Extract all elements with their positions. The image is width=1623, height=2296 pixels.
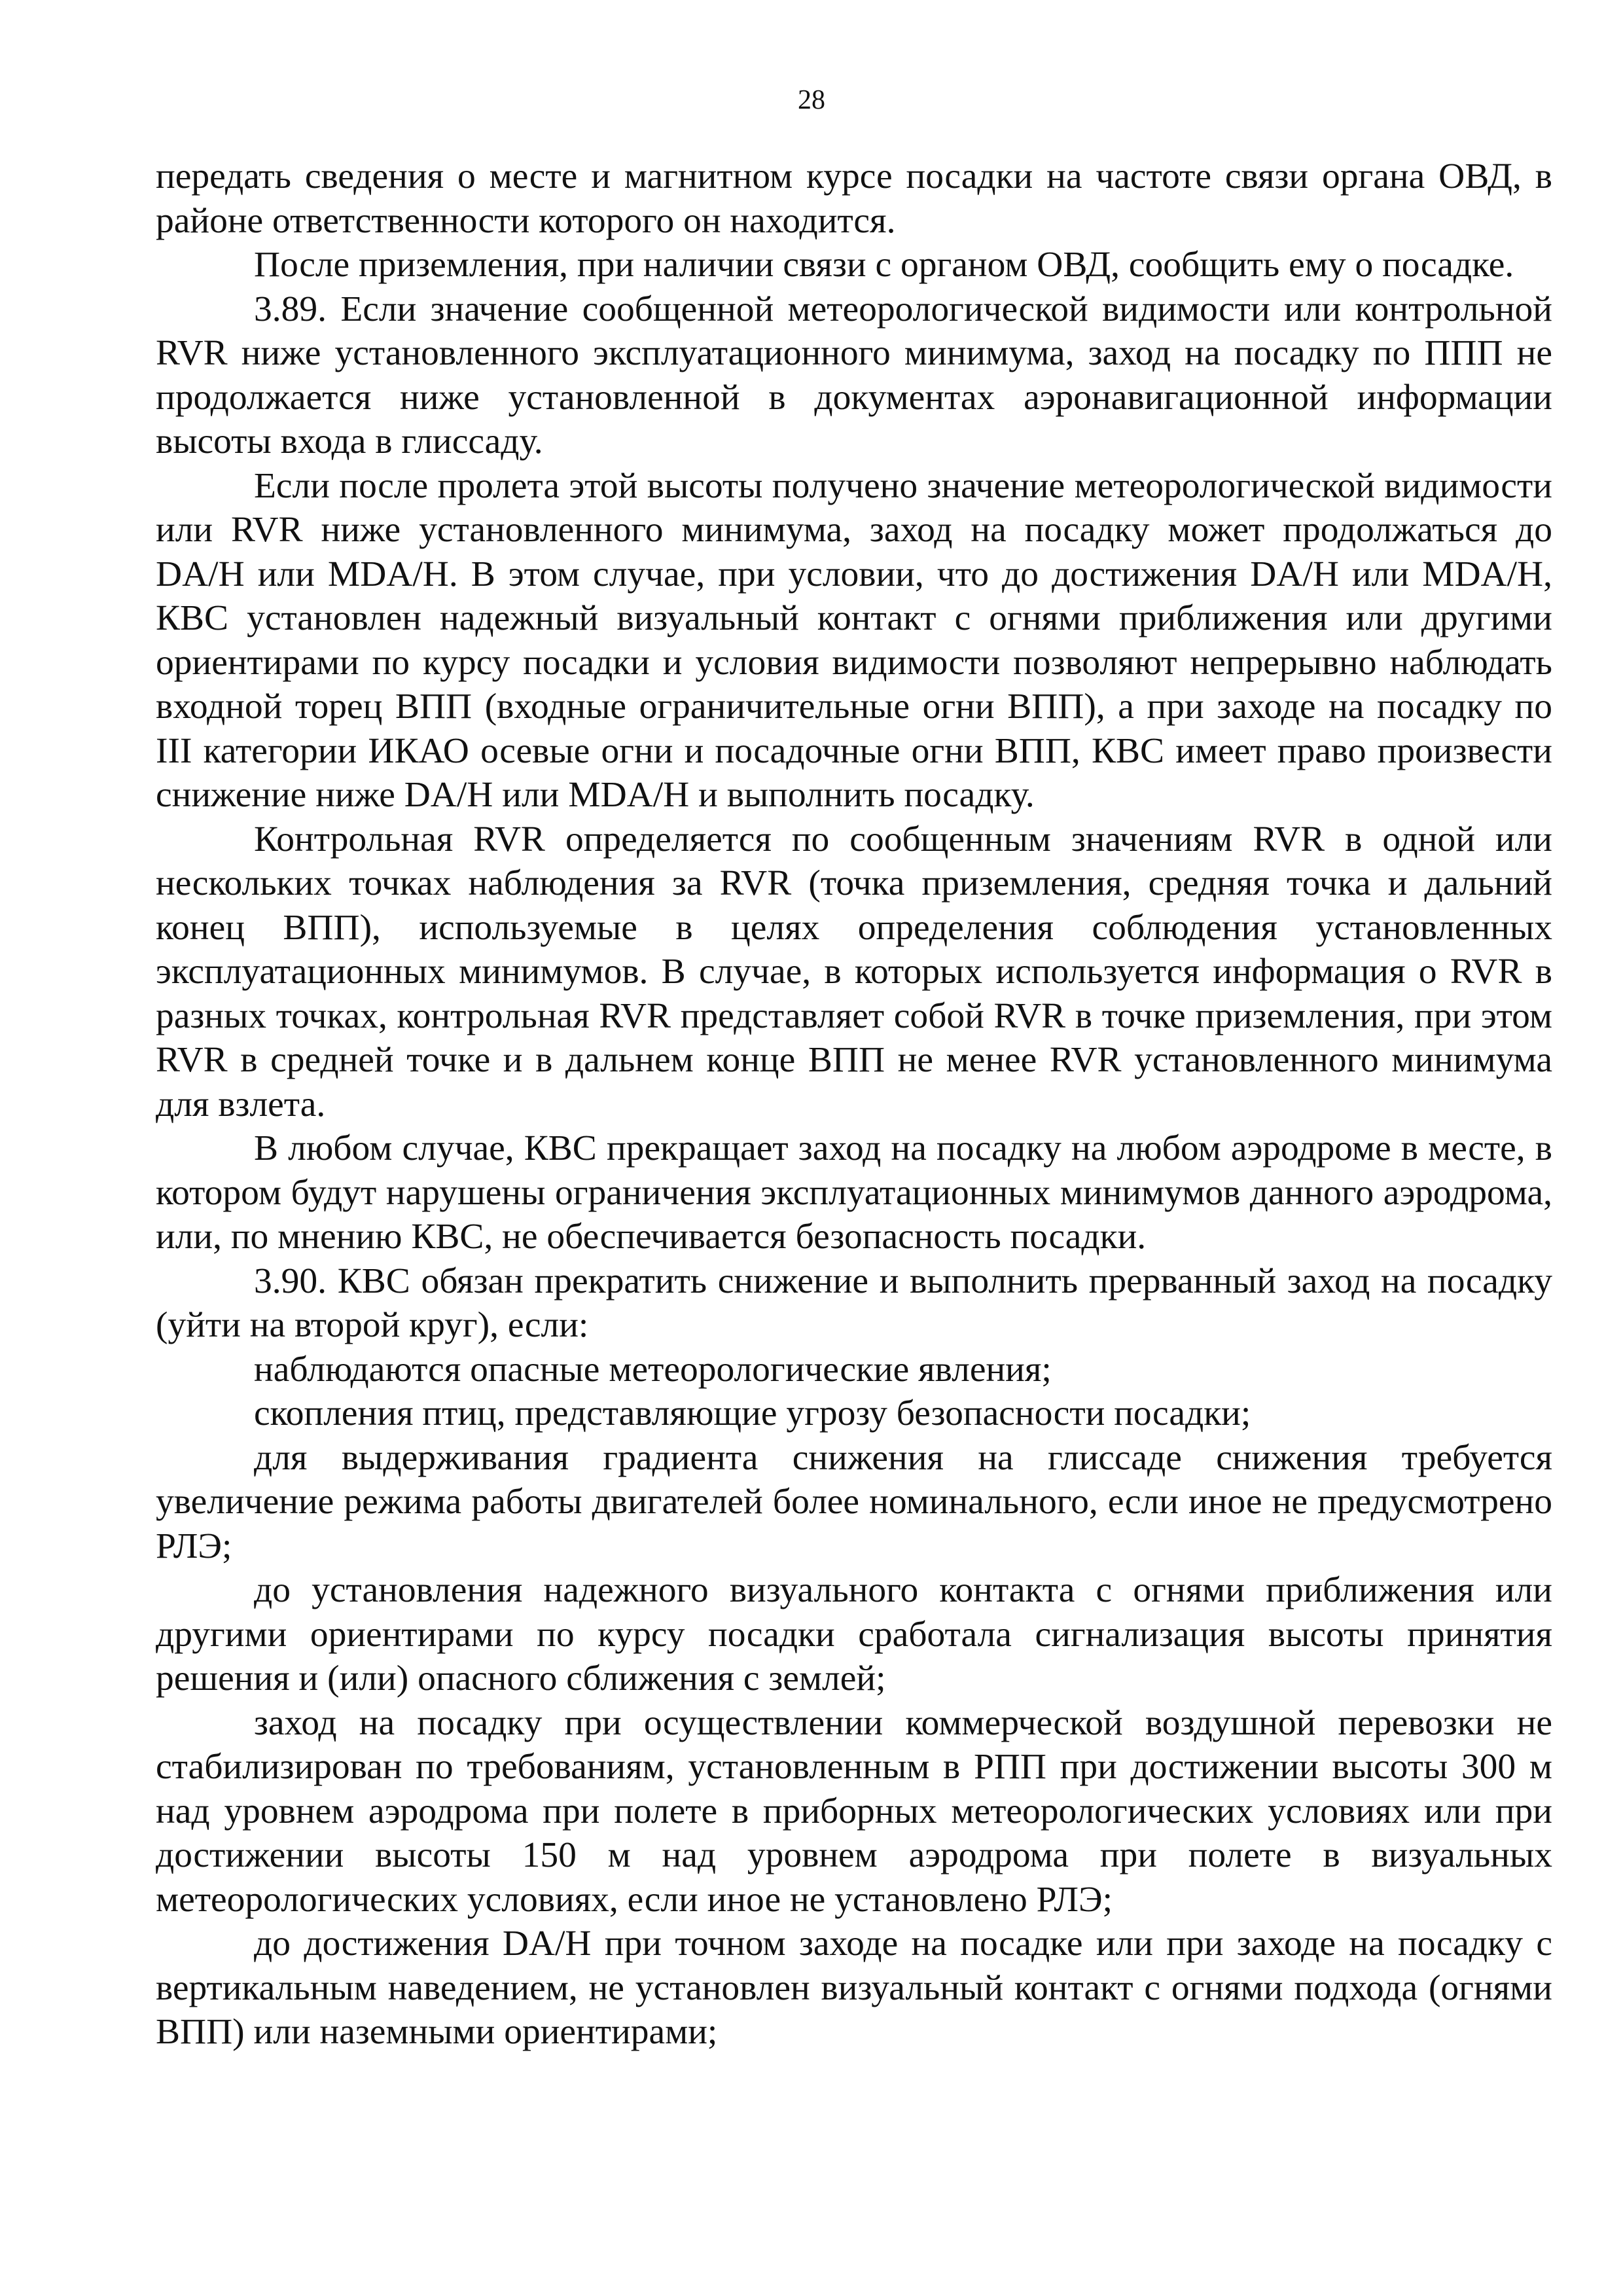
list-item: для выдерживания градиента снижения на глиссаде снижения требуется увеличение режима работы двигателей более номинального, если иное не предусмотрено РЛЭ;: [156, 1437, 1552, 1566]
paragraph: Если после пролета этой высоты получено значение метеорологической видимости или RVR ниже установленного минимума, заход на посадку может продолжаться до DA/H или MDA/H. В этом случае, при условии, что до достижения DA/H или MDA/H, КВС установлен надежный визуальный контакт с огнями приближения или другими ориентирами по курсу посадки и условия видимости позволяют непрерывно наблюдать входной торец ВПП (входные ограничительные огни ВПП), а при заходе на посадку по III категории ИКАО осевые огни и посадочные огни ВПП, КВС имеет право произвести снижение ниже DA/H или MDA/H и выполнить посадку.: [156, 465, 1552, 815]
list-item: наблюдаются опасные метеорологические явления;: [254, 1349, 1052, 1390]
paragraph: Контрольная RVR определяется по сообщенным значениям RVR в одной или нескольких точках наблюдения за RVR (точка приземления, средняя точка и дальний конец ВПП), используемые в целях определения соблюдения установленных эксплуатационных минимумов. В случае, в которых используется информация о RVR в разных точках, контрольная RVR представляет собой RVR в точке приземления, при этом RVR в средней точке и в дальнем конце ВПП не менее RVR установленного минимума для взлета.: [156, 819, 1552, 1124]
list-item: скопления птиц, представляющие угрозу безопасности посадки;: [254, 1393, 1251, 1433]
paragraph: В любом случае, КВС прекращает заход на посадку на любом аэродроме в месте, в котором будут нарушены ограничения эксплуатационных минимумов данного аэродрома, или, по мнению КВС, не обеспечивается безопасность посадки.: [156, 1128, 1552, 1257]
paragraph: После приземления, при наличии связи с органом ОВД, сообщить ему о посадке.: [254, 245, 1514, 285]
list-item: до установления надежного визуального контакта с огнями приближения или другими ориентирами по курсу посадки сработала сигнализация высоты принятия решения и (или) опасного сближения с землей;: [156, 1570, 1552, 1698]
list-item: до достижения DA/H при точном заходе на посадке или при заходе на посадку с вертикальным наведением, не установлен визуальный контакт с огнями подхода (огнями ВПП) или наземными ориентирами;: [156, 1924, 1552, 2052]
paragraph-3-89: 3.89. Если значение сообщенной метеорологической видимости или контрольной RVR ниже установленного эксплуатационного минимума, заход на посадку по ППП не продолжается ниже установленной в документах аэронавигационной информации высоты входа в глиссаду.: [156, 289, 1552, 461]
paragraph-3-90: 3.90. КВС обязан прекратить снижение и выполнить прерванный заход на посадку (уйти на второй круг), если:: [156, 1261, 1552, 1345]
paragraph: передать сведения о месте и магнитном курсе посадки на частоте связи органа ОВД, в районе ответственности которого он находится.: [156, 156, 1552, 241]
document-body: [156, 154, 1552, 2054]
page-number: 28: [798, 85, 825, 115]
list-item: заход на посадку при осуществлении коммерческой воздушной перевозки не стабилизирован по требованиям, установленным в РПП при достижении высоты 300 м над уровнем аэродрома при полете в приборных метеорологических условиях или при достижении высоты 150 м над уровнем аэродрома при полете в визуальных метеорологических условиях, если иное не установлено РЛЭ;: [156, 1702, 1552, 1920]
